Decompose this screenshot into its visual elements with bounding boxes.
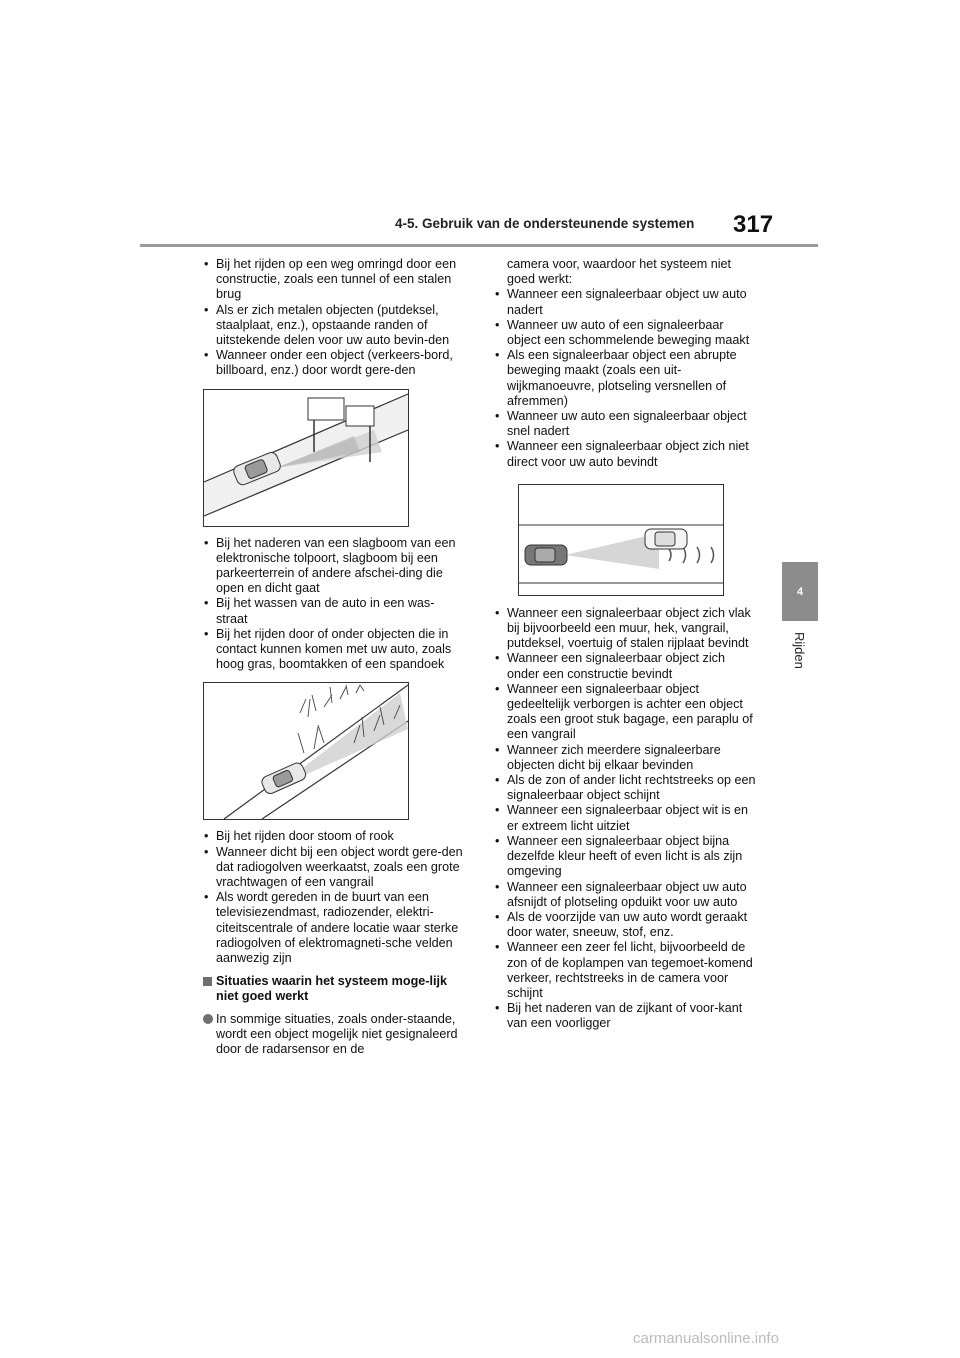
list-item: • Wanneer een signaleerbaar object wit is en er extreem licht uitziet (494, 803, 756, 833)
section-heading: Situaties waarin het systeem moge-lijk niet goed werkt (203, 974, 465, 1004)
bullet-list (494, 606, 756, 1032)
bullet-list (203, 536, 465, 673)
list-item: • Wanneer een zeer fel licht, bijvoorbeeld de zon of de koplampen van tegemoet-komend verkeer, rechtstreeks in de camera voor schijnt (494, 940, 756, 1001)
list-item: • Wanneer een signaleerbaar object zich niet direct voor uw auto bevindt (494, 439, 756, 469)
list-item: • Wanneer een signaleerbaar object bijna dezelfde kleur heeft of even licht is als zijn omgeving (494, 834, 756, 880)
list-item: • Wanneer uw auto een signaleerbaar object snel nadert (494, 409, 756, 439)
list-item: • Wanneer zich meerdere signaleerbare objecten dicht bij elkaar bevinden (494, 743, 756, 773)
list-item: • Wanneer dicht bij een object wordt gere-den dat radiogolven weerkaatst, zoals een grote vrachtwagen of een vangrail (203, 845, 465, 891)
list-item: • Wanneer onder een object (verkeers-bord, billboard, enz.) door wordt gere-den (203, 348, 465, 378)
page-number: 317 (733, 211, 774, 238)
chapter-label: Rijden (792, 632, 807, 669)
list-item: • Wanneer een signaleerbaar object zich onder een constructie bevindt (494, 651, 756, 681)
chapter-tab: 4 (782, 562, 818, 621)
continuation-text: camera voor, waardoor het systeem niet goed werkt: (507, 257, 731, 287)
list-item: • Wanneer een signaleerbaar object zich vlak bij bijvoorbeeld een muur, hek, vangrail, putdeksel, voertuig of stalen rijplaat bevindt (494, 606, 756, 652)
list-item: • Als de voorzijde van uw auto wordt geraakt door water, sneeuw, stof, enz. (494, 910, 756, 940)
list-item: • Bij het naderen van de zijkant of voor-kant van een voorligger (494, 1001, 756, 1031)
offset-vehicle-illustration (518, 484, 724, 596)
square-bullet-icon (203, 977, 212, 986)
list-item: • Als een signaleerbaar object een abrupte beweging maakt (zoals een uit-wijkmanoeuvre, plotseling versnellen of afremmen) (494, 348, 756, 409)
billboard-illustration (203, 389, 409, 527)
list-item: • Wanneer een signaleerbaar object uw auto nadert (494, 287, 756, 317)
list-item: • Als wordt gereden in de buurt van een televisiezendmast, radiozender, elektri-citeitscentrale of andere locatie waar sterke radiogolven of elektromagneti-sche velden aanwezig zijn (203, 890, 465, 966)
header-rule (140, 244, 818, 247)
list-item: • Bij het wassen van de auto in een was-straat (203, 596, 465, 626)
intro-paragraph: In sommige situaties, zoals onder-staande, wordt een object mogelijk niet gesignaleerd door de radarsensor en de (203, 1012, 465, 1058)
circle-bullet-icon (203, 1014, 213, 1024)
left-column (203, 257, 465, 1057)
list-item: • Wanneer een signaleerbaar object gedeeltelijk verborgen is achter een object zoals een groot stuk bagage, een paraplu of een vangrail (494, 682, 756, 743)
list-item: • Bij het naderen van een slagboom van een elektronische tolpoort, slagboom bij een parkeerterrein of andere afschei-ding die open en dicht gaat (203, 536, 465, 597)
tall-grass-illustration (203, 682, 409, 820)
right-column (494, 257, 756, 1032)
bullet-list (494, 287, 756, 469)
list-item: • Bij het rijden door of onder objecten die in contact kunnen komen met uw auto, zoals hoog gras, boomtakken of een spandoek (203, 627, 465, 673)
list-item: • Als er zich metalen objecten (putdeksel, staalplaat, enz.), opstaande randen of uitstekende delen voor uw auto bevin-den (203, 303, 465, 349)
list-item: • Wanneer uw auto of een signaleerbaar object een schommelende beweging maakt (494, 318, 756, 348)
footer-watermark: carmanualsonline.info (633, 1330, 779, 1347)
section-title: 4-5. Gebruik van de ondersteunende systemen (395, 216, 695, 231)
list-item: • Als de zon of ander licht rechtstreeks op een signaleerbaar object schijnt (494, 773, 756, 803)
list-item: • Bij het rijden door stoom of rook (203, 829, 465, 844)
list-item: • Bij het rijden op een weg omringd door een constructie, zoals een tunnel of een stalen brug (203, 257, 465, 303)
list-item: • Wanneer een signaleerbaar object uw auto afsnijdt of plotseling opduikt voor uw auto (494, 880, 756, 910)
bullet-list (203, 257, 465, 379)
bullet-list (203, 829, 465, 966)
